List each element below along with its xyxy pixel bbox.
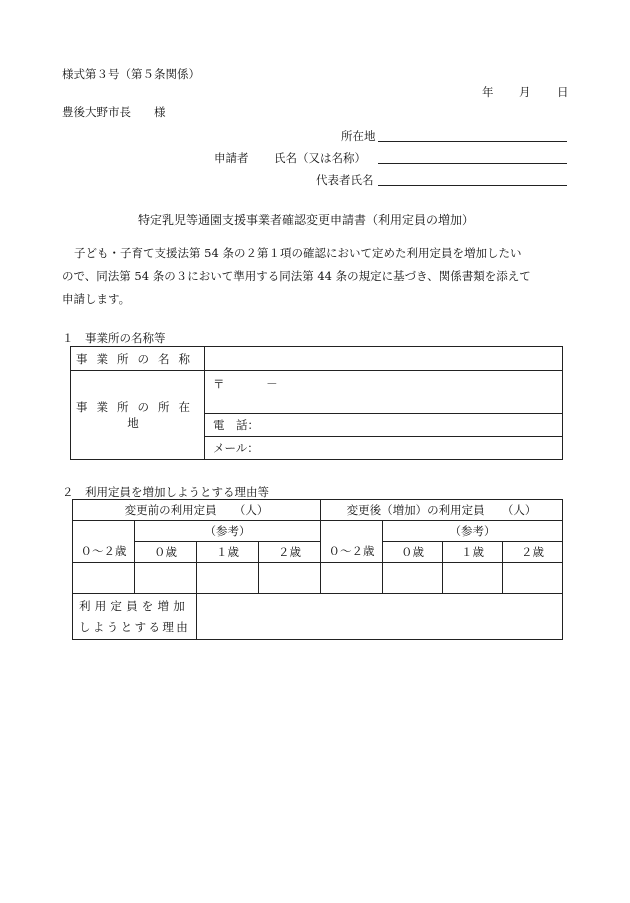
- after-capacity-header: 変更後（増加）の利用定員 （人）: [321, 500, 563, 521]
- after-age-2-label: ２歳: [503, 542, 563, 563]
- after-age-1-label: １歳: [443, 542, 503, 563]
- mail-label: メール：: [213, 441, 259, 455]
- before-age-1-label: １歳: [197, 542, 259, 563]
- reason-label-line-2: しようとする理由: [79, 619, 191, 634]
- form-number: 様式第３号（第５条関係）: [62, 67, 200, 81]
- facility-location-label: 事業所の所在地: [71, 371, 205, 460]
- body-line-2: ので、同法第 54 条の３において準用する同法第 44 条の規定に基づき、関係書類を添えて: [62, 269, 531, 283]
- date-year-label: 年: [482, 85, 494, 99]
- after-age-0-value[interactable]: [383, 563, 443, 594]
- address-label: 所在地: [341, 129, 376, 143]
- after-age-0-2-label: ０～２歳: [321, 521, 383, 563]
- facility-name-label: 事業所の名称: [71, 347, 205, 371]
- phone-field[interactable]: [205, 414, 563, 437]
- postal-code-field[interactable]: [205, 371, 563, 414]
- reason-field[interactable]: [197, 594, 563, 640]
- reason-label-line-1: 利用定員を増加: [79, 598, 189, 613]
- before-age-1-value[interactable]: [197, 563, 259, 594]
- name-field[interactable]: [378, 163, 567, 164]
- applicant-role-label: 申請者: [214, 151, 249, 165]
- address-field[interactable]: [378, 141, 567, 142]
- representative-label: 代表者氏名: [316, 173, 374, 187]
- date-day-label: 日: [557, 85, 569, 99]
- reason-label: [73, 594, 197, 640]
- after-age-0-2-value[interactable]: [321, 563, 383, 594]
- postal-mark: 〒: [213, 377, 225, 391]
- body-line-3: 申請します。: [62, 292, 131, 306]
- before-capacity-header: 変更前の利用定員 （人）: [73, 500, 321, 521]
- before-age-2-label: ２歳: [259, 542, 321, 563]
- after-age-2-value[interactable]: [503, 563, 563, 594]
- addressee: 豊後大野市長 様: [62, 105, 166, 119]
- phone-label: 電 話：: [213, 418, 259, 432]
- before-age-0-value[interactable]: [135, 563, 197, 594]
- section2-heading: ２ 利用定員を増加しようとする理由等: [62, 485, 269, 499]
- capacity-table: [72, 499, 563, 640]
- document-title: 特定乳児等通園支援事業者確認変更申請書（利用定員の増加）: [138, 213, 475, 227]
- representative-field[interactable]: [378, 185, 567, 186]
- before-reference-label: （参考）: [135, 521, 321, 542]
- before-age-0-2-value[interactable]: [73, 563, 135, 594]
- before-age-0-label: ０歳: [135, 542, 197, 563]
- body-line-1: 子ども・子育て支援法第 54 条の２第１項の確認において定めた利用定員を増加したい: [74, 246, 522, 260]
- section1-heading: １ 事業所の名称等: [62, 331, 166, 345]
- after-age-0-label: ０歳: [383, 542, 443, 563]
- date-month-label: 月: [519, 85, 531, 99]
- after-reference-label: （参考）: [383, 521, 563, 542]
- mail-field[interactable]: [205, 437, 563, 460]
- facility-table: [70, 346, 563, 460]
- before-age-2-value[interactable]: [259, 563, 321, 594]
- facility-name-field[interactable]: [205, 347, 563, 371]
- before-age-0-2-label: ０～２歳: [73, 521, 135, 563]
- postal-dash: －: [266, 377, 278, 391]
- after-age-1-value[interactable]: [443, 563, 503, 594]
- name-label: 氏名（又は名称）: [274, 151, 366, 165]
